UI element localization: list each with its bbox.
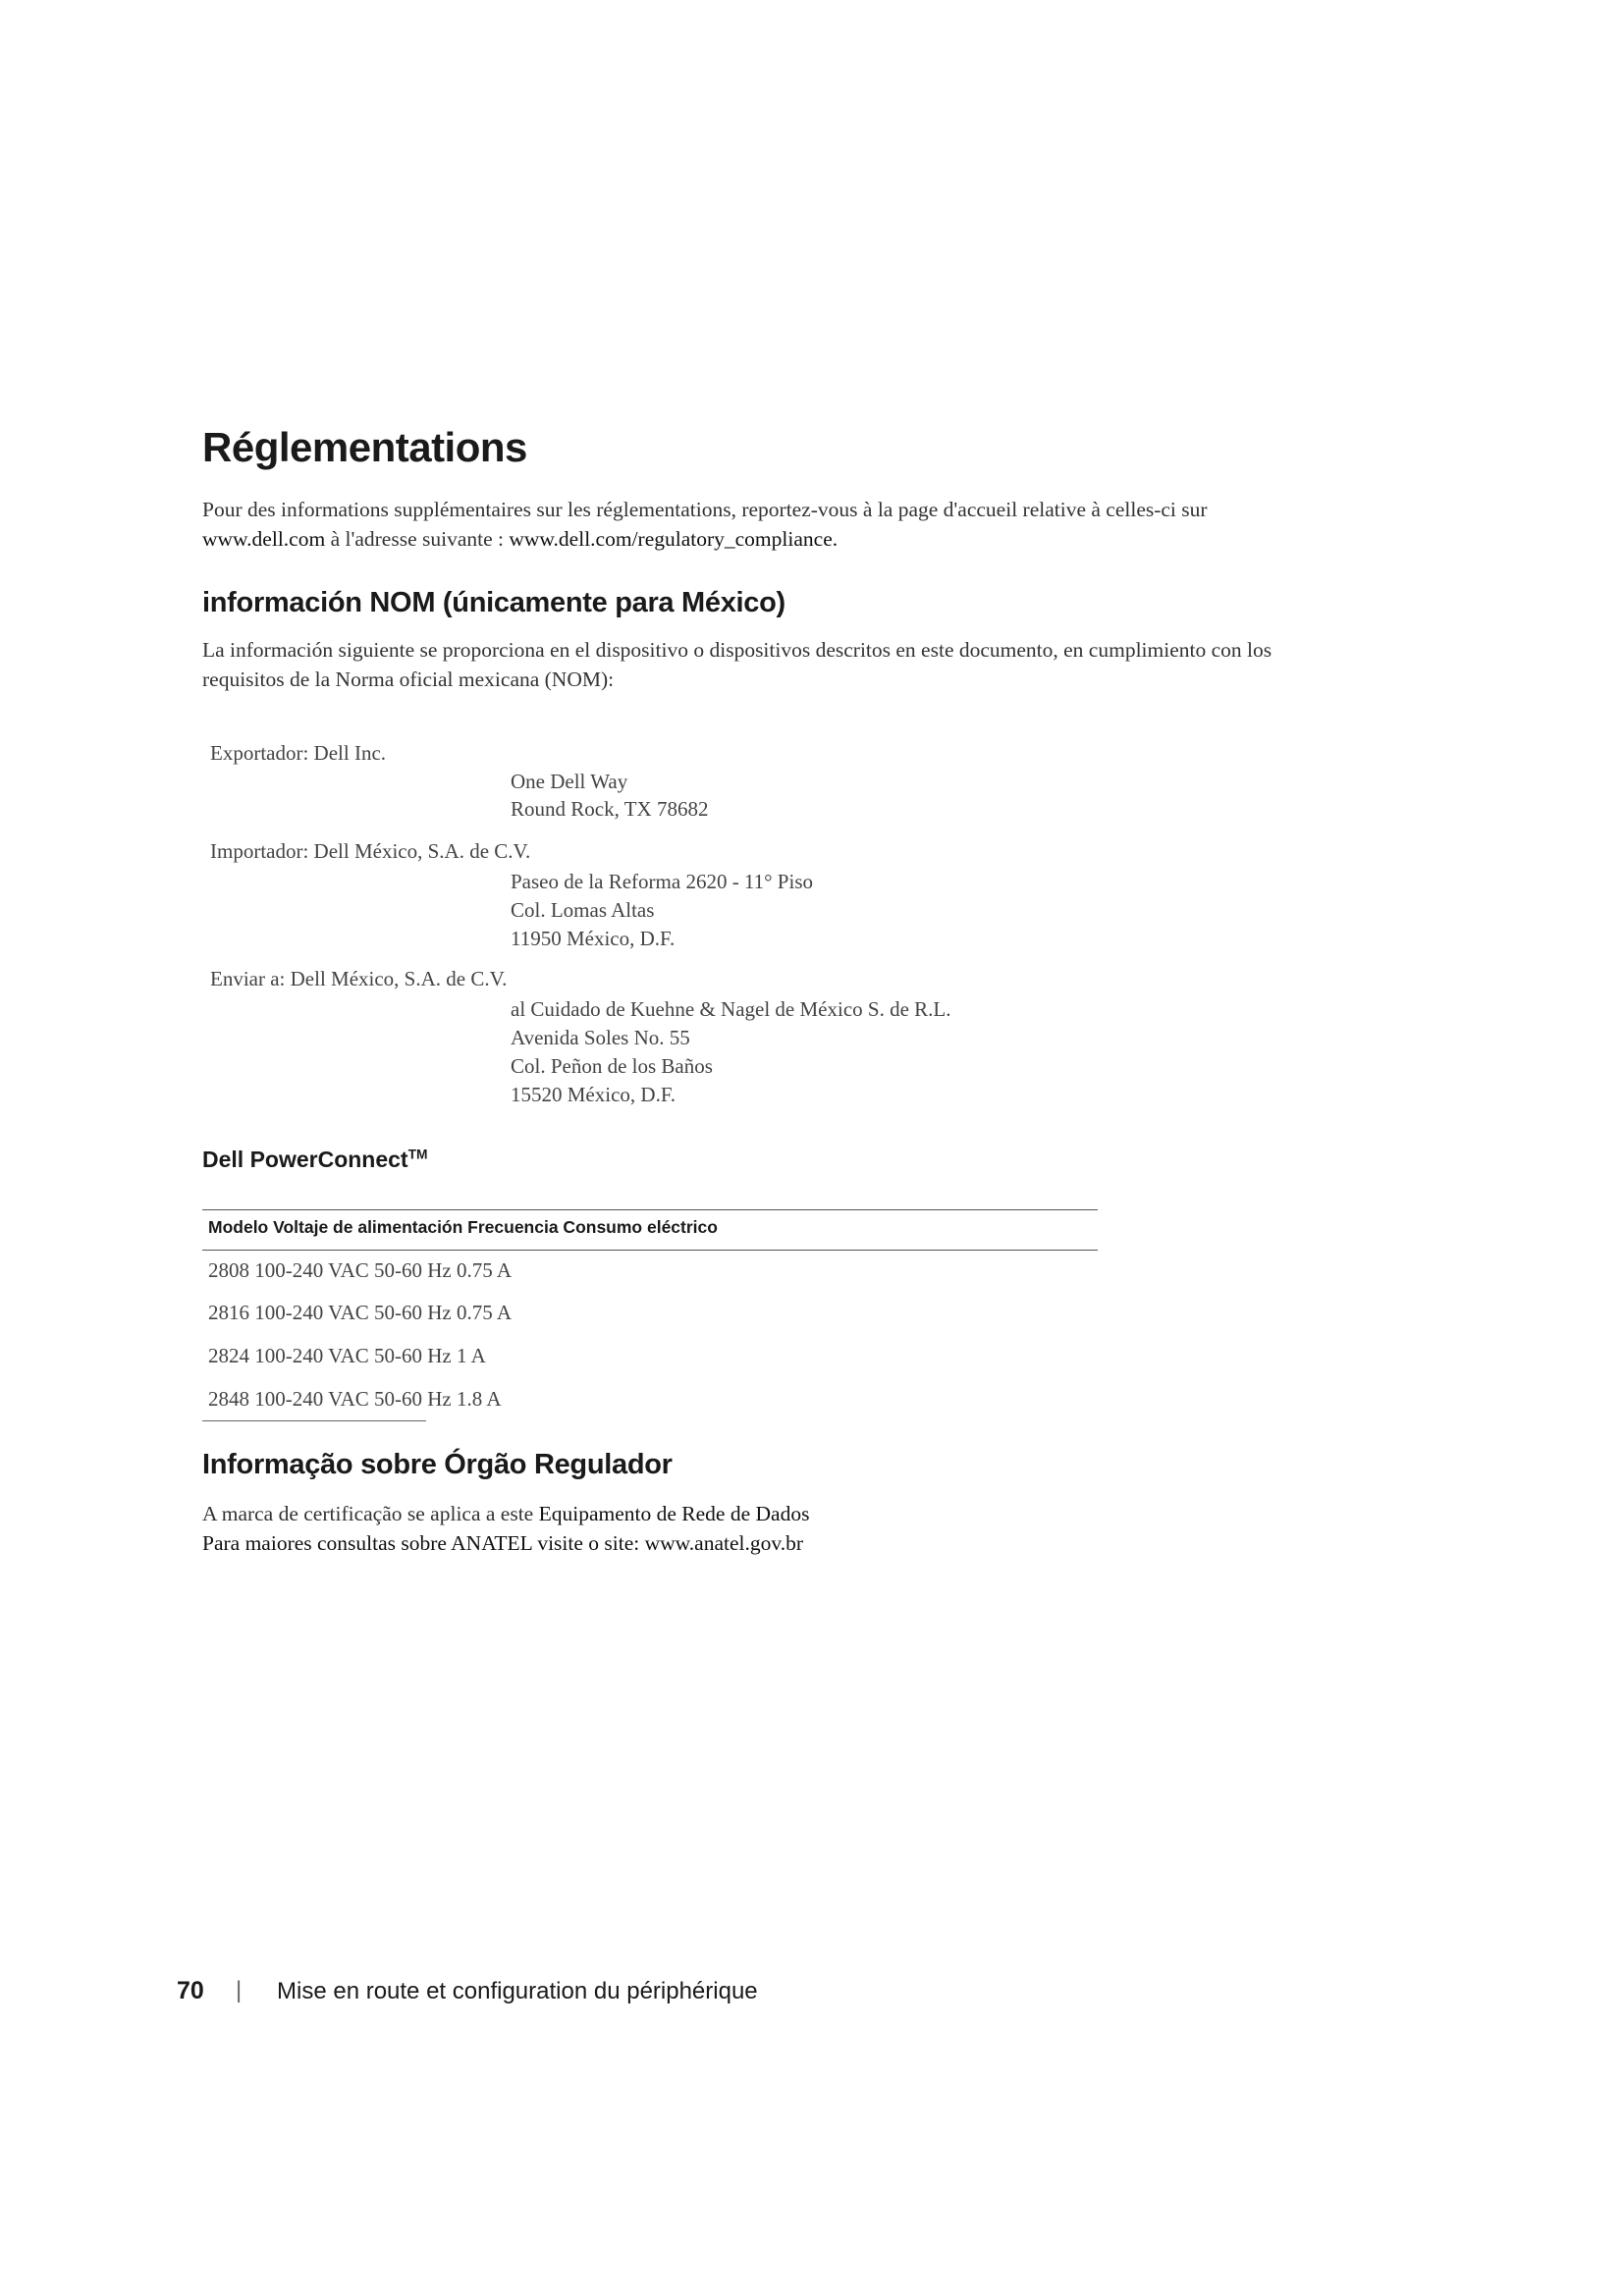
enviar-line: Avenida Soles No. 55: [511, 1026, 690, 1049]
table-top-rule: [202, 1209, 1098, 1210]
importador-line: Paseo de la Reforma 2620 - 11° Piso: [511, 870, 813, 893]
footer-separator: |: [236, 1977, 243, 2003]
table-bottom-rule: [202, 1420, 426, 1421]
page-title: Réglementations: [202, 424, 527, 470]
nom-paragraph: [202, 635, 1272, 694]
intro-line-1: Pour des informations supplémentaires sur les réglementations, reportez-vous à la page d'accueil relative à celles-ci sur: [202, 498, 1208, 521]
table-header: Modelo Voltaje de alimentación Frecuencia Consumo eléctrico: [208, 1217, 718, 1237]
anatel-paragraph: [202, 1499, 809, 1558]
anatel-line-2: Para maiores consultas sobre ANATEL visite o site: www.anatel.gov.br: [202, 1531, 804, 1555]
powerconnect-heading: Dell PowerConnect™: [202, 1147, 428, 1172]
importador-label: Importador: Dell México, S.A. de C.V.: [210, 839, 531, 863]
exportador-line: Round Rock, TX 78682: [511, 797, 709, 821]
anatel-equipment-text: Equipamento de Rede de Dados: [538, 1502, 810, 1525]
regulatory-link[interactable]: www.dell.com/regulatory_compliance.: [509, 527, 839, 551]
importador-line: Col. Lomas Altas: [511, 898, 655, 922]
enviar-line: Col. Peñon de los Baños: [511, 1054, 713, 1078]
nom-line-1: La información siguiente se proporciona en el dispositivo o dispositivos descritos en este documento, en cumplimiento con los: [202, 638, 1272, 662]
exportador-label: Exportador: Dell Inc.: [210, 741, 387, 765]
nom-heading: información NOM (únicamente para México): [202, 587, 785, 618]
intro-paragraph: [202, 495, 1208, 554]
enviar-line: al Cuidado de Kuehne & Nagel de México S. de R.L.: [511, 997, 951, 1021]
enviar-line: 15520 México, D.F.: [511, 1083, 677, 1106]
anatel-line-1: A marca de certificação se aplica a este Equipamento de Rede de Dados: [202, 1502, 810, 1525]
anatel-heading: Informação sobre Órgão Regulador: [202, 1449, 673, 1480]
importador-line: 11950 México, D.F.: [511, 927, 676, 950]
trademark-mark: TM: [407, 1147, 428, 1162]
page-number: 70: [177, 1977, 204, 2004]
chapter-title: Mise en route et configuration du périphérique: [277, 1978, 758, 2004]
exportador-line: One Dell Way: [511, 770, 628, 793]
nom-line-2: requisitos de la Norma oficial mexicana (NOM):: [202, 667, 615, 691]
table-row: 2848 100-240 VAC 50-60 Hz 1.8 A: [208, 1387, 502, 1411]
intro-line-2: www.dell.com à l'adresse suivante : www.dell.com/regulatory_compliance.: [202, 527, 839, 551]
table-row: 2816 100-240 VAC 50-60 Hz 0.75 A: [208, 1301, 512, 1324]
dell-link[interactable]: www.dell.com: [202, 527, 326, 551]
enviar-label: Enviar a: Dell México, S.A. de C.V.: [210, 967, 508, 990]
table-row: 2808 100-240 VAC 50-60 Hz 0.75 A: [208, 1258, 512, 1282]
table-row: 2824 100-240 VAC 50-60 Hz 1 A: [208, 1344, 486, 1367]
table-header-rule: [202, 1250, 1098, 1251]
